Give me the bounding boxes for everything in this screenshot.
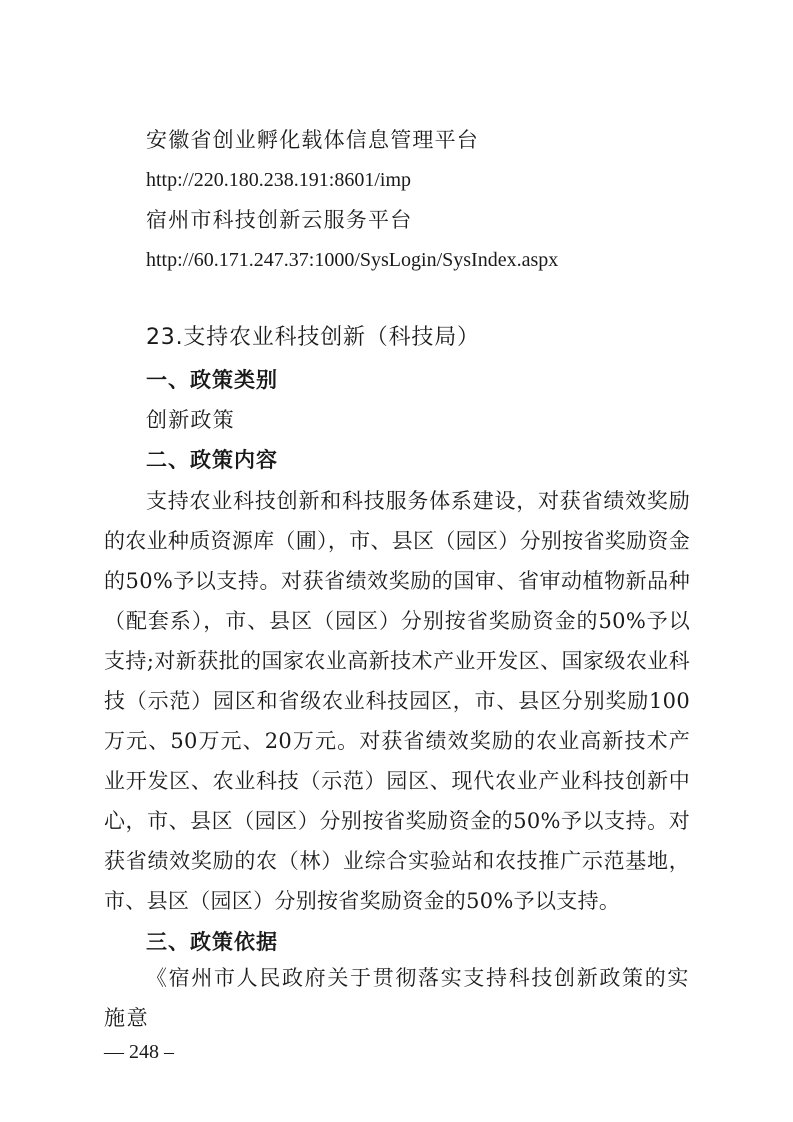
policy-category-text: 创新政策 — [146, 408, 235, 432]
link-url-cloud-platform[interactable]: http://60.171.247.37:1000/SysLogin/SysIndex.aspx — [146, 249, 559, 271]
policy-basis-paragraph: 《宿州市人民政府关于贯彻落实支持科技创新政策的实施意 — [104, 966, 690, 1030]
page-number: — 248 – — [104, 1041, 174, 1063]
policy-category-heading: 一、政策类别 — [146, 368, 278, 392]
policy-basis-heading: 三、政策依据 — [146, 930, 278, 954]
link-label-incubator-platform: 安徽省创业孵化载体信息管理平台 — [146, 128, 479, 152]
policy-content-paragraph: 支持农业科技创新和科技服务体系建设，对获省绩效奖励的农业种质资源库（圃），市、县区（园区）分别按省奖励资金的50%予以支持。对获省绩效奖励的国审、省审动植物新品种（配套系），市、县区（园区）分别按省奖励资金的50%予以支持;对新获批的国家农业高新技术产业开发区、国家级农业科技（示范）园区和省级农业科技园区，市、县区分别奖励100万元、50万元、20万元。对获省绩效奖励的农业高新技术产业开发区、农业科技（示范）园区、现代农业产业科技创新中心，市、县区（园区）分别按省奖励资金的50%予以支持。对获省绩效奖励的农（林）业综合实验站和农技推广示范基地，市、县区（园区）分别按省奖励资金的50%予以支持。 — [104, 489, 690, 913]
link-label-cloud-platform: 宿州市科技创新云服务平台 — [146, 208, 413, 232]
section-title: 23.支持农业科技创新（科技局） — [146, 325, 480, 350]
policy-content-heading: 二、政策内容 — [146, 448, 278, 472]
link-url-incubator-platform[interactable]: http://220.180.238.191:8601/imp — [146, 169, 412, 191]
